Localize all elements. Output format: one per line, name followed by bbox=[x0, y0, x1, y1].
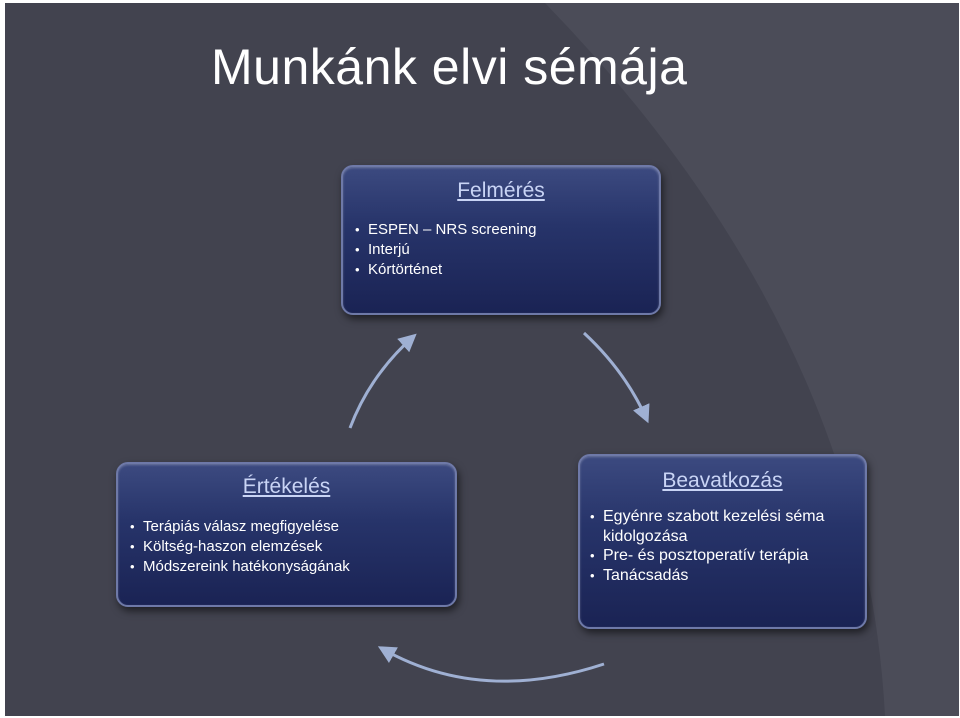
list-item: • Pre- és posztoperatív terápia bbox=[590, 546, 865, 566]
list-item: • Tanácsadás bbox=[590, 566, 865, 586]
intervention-list bbox=[590, 507, 865, 585]
list-item: • Költség-haszon elemzések bbox=[130, 537, 455, 557]
arrow-intervention-to-evaluation bbox=[381, 648, 604, 681]
arrow-evaluation-to-assessment bbox=[350, 336, 414, 428]
list-item: • Interjú bbox=[355, 240, 659, 260]
assessment-box bbox=[341, 165, 661, 315]
evaluation-box bbox=[116, 462, 457, 607]
assessment-list bbox=[355, 220, 659, 280]
evaluation-heading: Értékelés bbox=[242, 475, 331, 498]
assessment-heading: Felmérés bbox=[457, 179, 545, 202]
evaluation-list bbox=[130, 517, 455, 577]
list-item: • Terápiás válasz megfigyelése bbox=[130, 517, 455, 537]
list-item: • ESPEN – NRS screening bbox=[355, 220, 659, 240]
slide-title: Munkánk elvi sémája bbox=[211, 39, 688, 95]
intervention-box bbox=[578, 454, 867, 629]
arrow-assessment-to-intervention bbox=[584, 333, 647, 420]
list-item: • Módszereink hatékonyságának bbox=[130, 557, 455, 577]
intervention-heading: Beavatkozás bbox=[662, 469, 783, 492]
list-item: • Kórtörténet bbox=[355, 260, 659, 280]
list-item: • Egyénre szabott kezelési séma kidolgozása bbox=[590, 507, 865, 546]
